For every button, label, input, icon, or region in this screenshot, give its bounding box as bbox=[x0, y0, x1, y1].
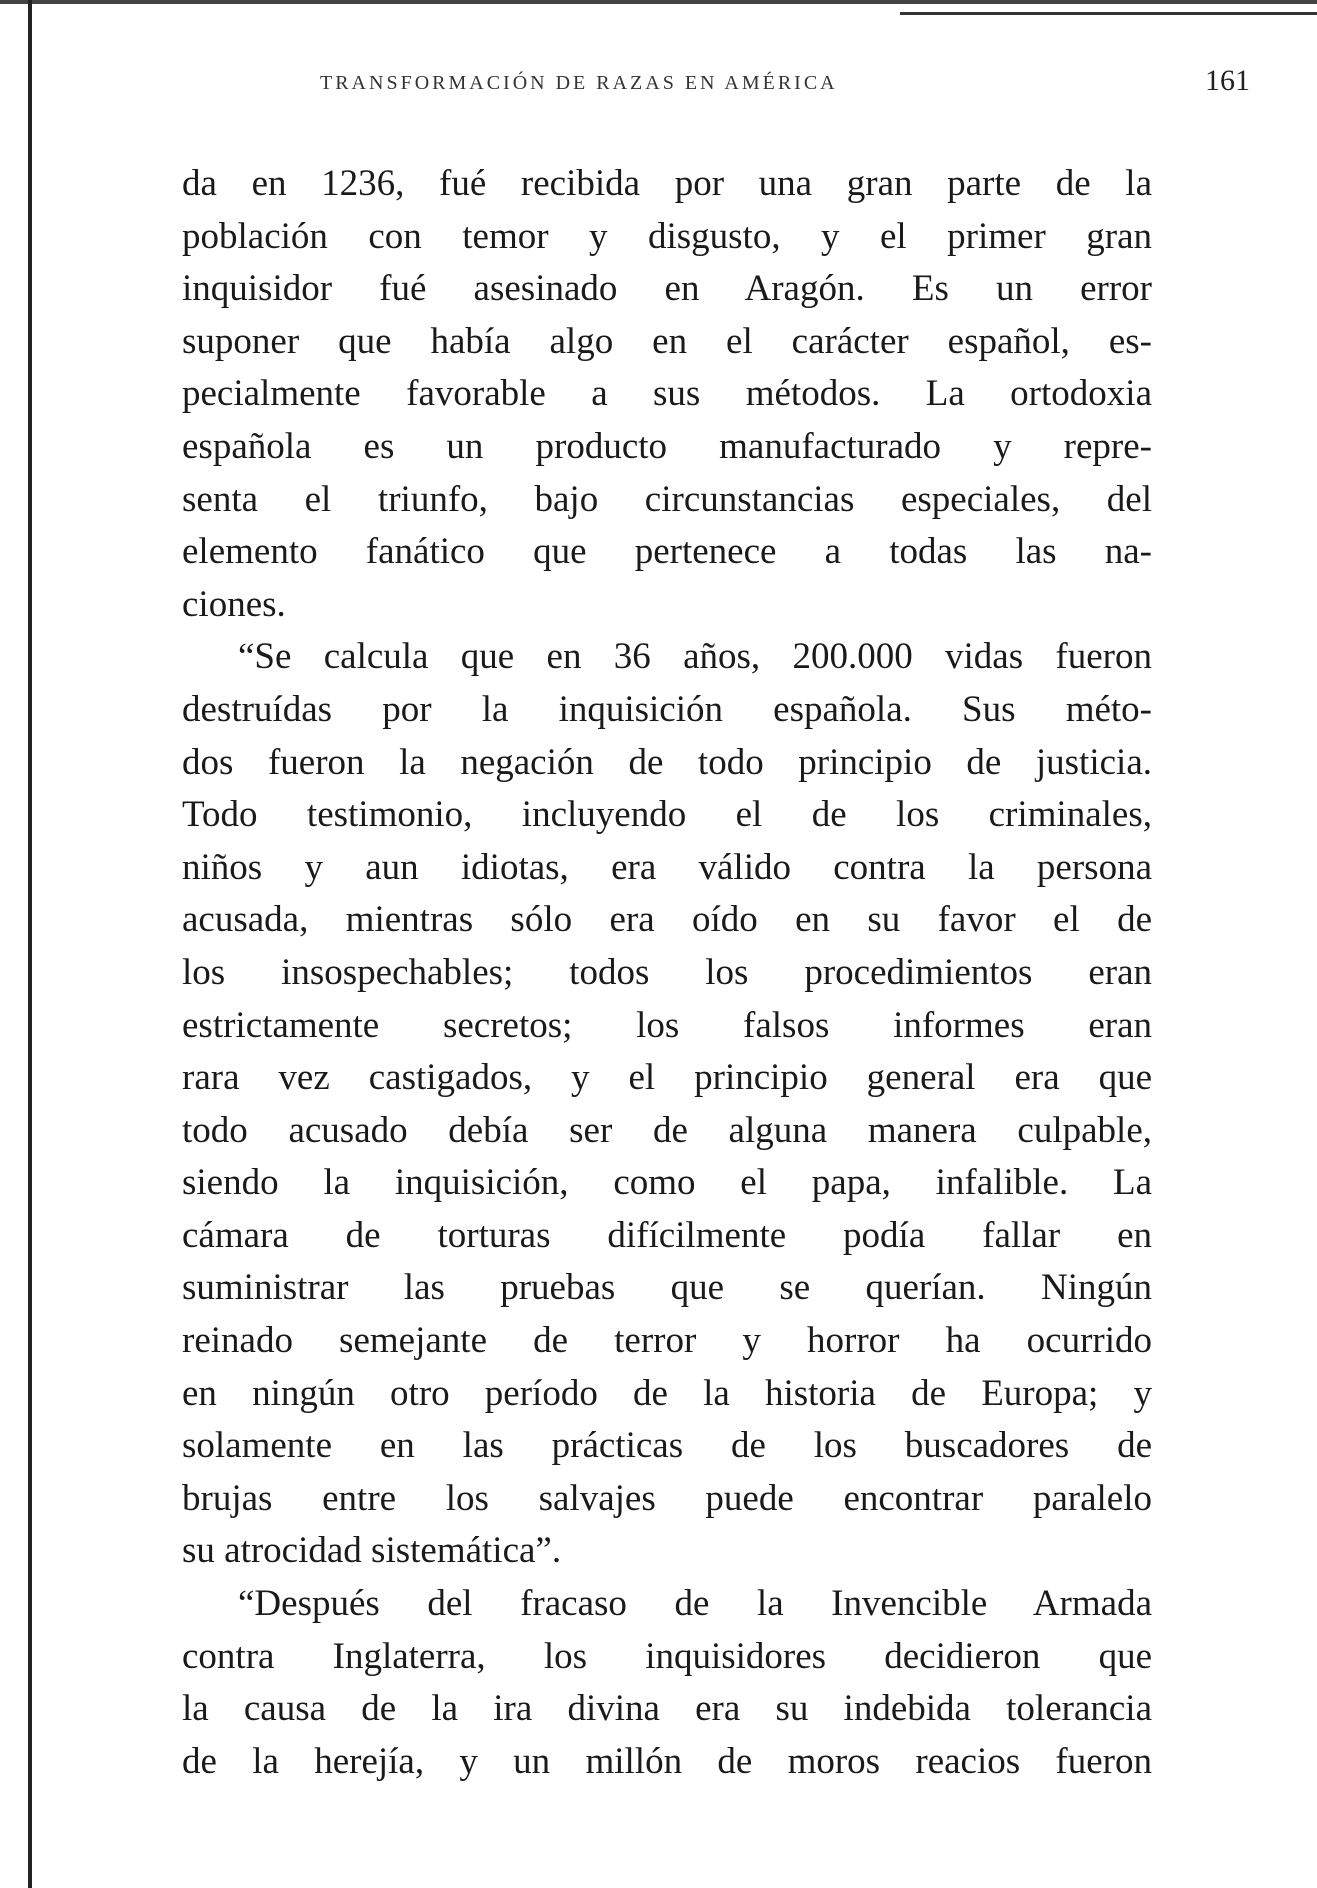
text-line: su atrocidad sistemática”. bbox=[182, 1530, 562, 1572]
text-line: senta el triunfo, bajo circunstancias especiales, del bbox=[182, 478, 1152, 520]
text-line: española es un producto manufacturado y repre- bbox=[182, 425, 1152, 467]
text-line: los insospechables; todos los procedimientos eran bbox=[182, 951, 1152, 993]
scan-top-edge bbox=[0, 0, 1317, 4]
text-line: en ningún otro período de la historia de Europa; y bbox=[182, 1372, 1152, 1414]
text-line: pecialmente favorable a sus métodos. La ortodoxia bbox=[182, 373, 1152, 415]
scan-binding-edge bbox=[28, 0, 32, 1888]
text-line: brujas entre los salvajes puede encontrar paralelo bbox=[182, 1477, 1152, 1519]
text-line: niños y aun idiotas, era válido contra la persona bbox=[182, 846, 1152, 888]
text-line: da en 1236, fué recibida por una gran parte de la bbox=[182, 163, 1152, 204]
text-line: elemento fanático que pertenece a todas las na- bbox=[182, 531, 1152, 573]
text-line: población con temor y disgusto, y el primer gran bbox=[182, 215, 1152, 257]
page-body-text bbox=[182, 158, 1152, 1788]
text-line: suministrar las pruebas que se querían. Ningún bbox=[182, 1267, 1152, 1309]
text-line: destruídas por la inquisición española. Sus méto- bbox=[182, 688, 1152, 730]
text-line: acusada, mientras sólo era oído en su favor el de bbox=[182, 899, 1152, 941]
text-line: siendo la inquisición, como el papa, infalible. La bbox=[182, 1162, 1152, 1204]
running-header: TRANSFORMACIÓN DE RAZAS EN AMÉRICA bbox=[320, 72, 838, 94]
text-line: dos fueron la negación de todo principio de justicia. bbox=[182, 741, 1152, 783]
text-line: cámara de torturas difícilmente podía fallar en bbox=[182, 1214, 1152, 1256]
text-line: inquisidor fué asesinado en Aragón. Es un error bbox=[182, 268, 1152, 310]
text-line: estrictamente secretos; los falsos informes eran bbox=[182, 1004, 1152, 1046]
text-line: solamente en las prácticas de los buscadores de bbox=[182, 1425, 1152, 1467]
text-line: rara vez castigados, y el principio general era que bbox=[182, 1057, 1152, 1099]
text-line: “Después del fracaso de la Invencible Armada bbox=[238, 1583, 1152, 1625]
page-number: 161 bbox=[1205, 64, 1250, 97]
text-line: de la herejía, y un millón de moros reacios fueron bbox=[182, 1740, 1152, 1782]
text-line: reinado semejante de terror y horror ha ocurrido bbox=[182, 1320, 1152, 1362]
text-line: todo acusado debía ser de alguna manera culpable, bbox=[182, 1109, 1152, 1151]
scan-top-rule bbox=[900, 12, 1317, 15]
text-line: Todo testimonio, incluyendo el de los criminales, bbox=[182, 794, 1152, 836]
text-line: ciones. bbox=[182, 583, 286, 625]
text-line: la causa de la ira divina era su indebida tolerancia bbox=[182, 1688, 1152, 1730]
text-line: suponer que había algo en el carácter español, es- bbox=[182, 320, 1152, 362]
text-line: “Se calcula que en 36 años, 200.000 vidas fueron bbox=[238, 636, 1152, 678]
text-line: contra Inglaterra, los inquisidores decidieron que bbox=[182, 1635, 1152, 1677]
